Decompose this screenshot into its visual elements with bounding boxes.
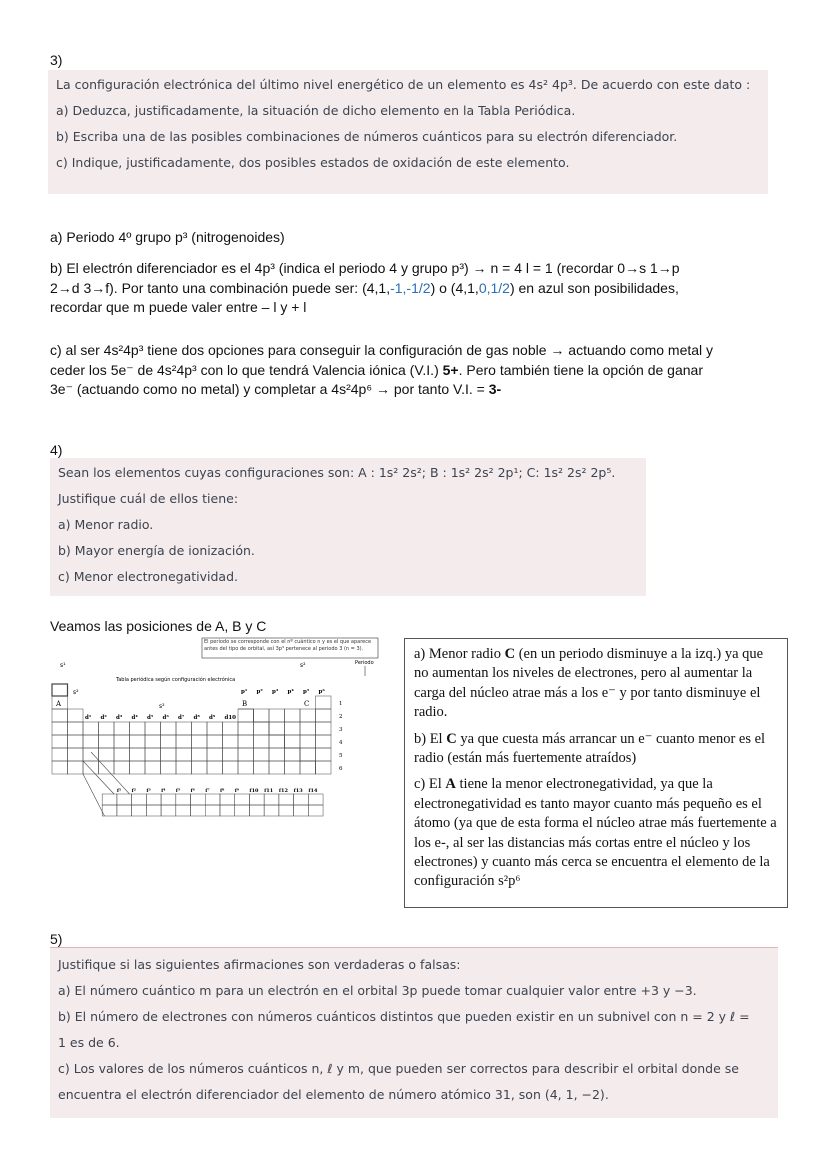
table-cell	[205, 805, 220, 816]
q5-statement-line: a) El número cuántico m para un electrón en el orbital 3p puede tomar cualquier valor entre +3 y −3.	[58, 983, 697, 998]
q3-number: 3)	[50, 52, 63, 68]
table-cell	[83, 761, 99, 774]
d-label: d⁸	[193, 715, 200, 721]
table-cell	[279, 805, 294, 816]
table-cell	[300, 735, 316, 748]
table-cell	[130, 722, 146, 735]
table-cell	[114, 722, 130, 735]
q4-number: 4)	[50, 442, 63, 458]
text: b) El	[414, 730, 447, 747]
p-label: p³	[272, 689, 279, 695]
table-cell	[132, 805, 147, 816]
d-label: d²	[100, 715, 107, 721]
text: 2→d 3→f). Por tanto una combinación puede ser: (4,1,	[50, 279, 391, 296]
table-cell	[235, 805, 250, 816]
table-cell	[249, 805, 264, 816]
bold-value: 3-	[488, 381, 502, 397]
table-cell	[285, 709, 301, 722]
table-cell	[114, 748, 130, 761]
table-cell	[145, 761, 161, 774]
p-label: p⁵	[303, 689, 310, 695]
table-cell	[223, 761, 239, 774]
table-cell	[207, 722, 223, 735]
text: ) en azul son posibilidades,	[509, 279, 679, 296]
table-cell	[130, 735, 146, 748]
bold-value: 5+	[442, 361, 459, 378]
positions-title: Veamos las posiciones de A, B y C	[50, 618, 267, 634]
text: ya que cuesta más arrancar un e⁻ cuanto menor es el radio (están más fuertemente atraídos)	[414, 730, 766, 767]
q3-answer-b-line	[50, 279, 790, 299]
q3-answer-a: a) Periodo 4º grupo p³ (nitrogenoides)	[50, 229, 285, 245]
s2-label: s²	[73, 689, 79, 696]
q5-statement-line: Justifique si las siguientes afirmaciones son verdaderas o falsas:	[58, 957, 461, 972]
table-cell	[132, 794, 147, 805]
f-label: f12	[278, 788, 288, 794]
p-label: p²	[256, 689, 263, 695]
period-number: 6	[339, 766, 343, 772]
q3-answer-c-line	[50, 361, 790, 381]
table-cell	[238, 709, 254, 722]
table-cell	[264, 805, 279, 816]
q5-statement-box	[50, 948, 778, 1118]
q3-answer-b-line: recordar que m puede valer entre – l y + l	[50, 299, 307, 315]
table-cell	[294, 805, 309, 816]
table-cell	[176, 748, 192, 761]
table-cell	[114, 761, 130, 774]
table-cell	[68, 709, 84, 722]
f-label: f²	[131, 788, 136, 794]
table-cell	[285, 735, 301, 748]
q3-answer-c-line: c) al ser 4s²4p³ tiene dos opciones para conseguir la configuración de gas noble → actuando como metal y	[50, 342, 714, 358]
table-cell	[238, 761, 254, 774]
text: c) El	[414, 776, 446, 793]
q3-statement-line: a) Deduzca, justificadamente, la situación de dicho elemento en la Tabla Periódica.	[56, 103, 576, 118]
q3-statement-box	[48, 70, 768, 194]
q4-statement-line: Sean los elementos cuyas configuraciones son: A : 1s² 2s²; B : 1s² 2s² 2p¹; C: 1s² 2s² 2p⁵.	[58, 465, 616, 480]
d-label: d⁵	[147, 715, 154, 721]
table-cell	[300, 761, 316, 774]
table-cell	[99, 722, 115, 735]
bold-value: C	[446, 730, 457, 747]
q4-answer-box	[404, 638, 788, 908]
table-cell	[254, 761, 270, 774]
table-title: Tabla periódica según configuración electrónica	[116, 677, 236, 683]
table-cell	[223, 748, 239, 761]
table-cell	[191, 794, 206, 805]
table-cell	[161, 805, 176, 816]
table-cell	[68, 748, 84, 761]
table-cell	[161, 794, 176, 805]
cell-h	[52, 684, 68, 696]
table-cell	[254, 748, 270, 761]
table-cell	[68, 761, 84, 774]
q4-answer-a	[414, 645, 779, 723]
table-cell	[145, 748, 161, 761]
periodo-label: Periodo	[355, 660, 374, 666]
text: 3e⁻ (actuando como no metal) y completar a 4s²4p⁶ → por tanto V.I. =	[50, 381, 489, 397]
table-cell	[316, 735, 332, 748]
table-cell	[161, 761, 177, 774]
table-cell	[238, 735, 254, 748]
table-cell	[316, 722, 332, 735]
f-label: f⁹	[234, 788, 240, 794]
text: (en un periodo disminuye a la izq.) ya que no aumentan los niveles de electrones, pero al aumentar la carga del núcleo atrae más a los e⁻ y por tanto disminuye el radio.	[414, 646, 764, 721]
f-label: f14	[308, 788, 318, 794]
table-cell	[52, 722, 68, 735]
f-label: f³	[146, 788, 151, 794]
table-cell	[285, 748, 301, 761]
text: ceder los 5e⁻ de 4s²4p³ con lo que tendrá Valencia iónica (V.I.)	[50, 361, 443, 378]
q3-statement-line: c) Indique, justificadamente, dos posibles estados de oxidación de este elemento.	[56, 155, 570, 170]
f-label: f¹	[116, 788, 122, 794]
s1-label: s¹	[60, 662, 66, 669]
table-cell	[285, 722, 301, 735]
table-cell	[117, 794, 132, 805]
p-label: p⁶	[318, 689, 325, 695]
table-cell	[269, 761, 285, 774]
f-label: f⁷	[205, 788, 210, 794]
q3-statement-line: La configuración electrónica del último nivel energético de un elemento es 4s² 4p³. De acuerdo con este dato :	[56, 77, 751, 92]
table-cell	[279, 794, 294, 805]
f-label: f⁵	[175, 788, 181, 794]
table-cell	[176, 794, 191, 805]
f-label: f⁶	[190, 788, 195, 794]
table-cell	[161, 735, 177, 748]
table-cell	[300, 748, 316, 761]
d-label: d10	[224, 715, 236, 721]
q5-statement-line: b) El número de electrones con números cuánticos distintos que pueden existir en un subnivel con n = 2 y ℓ =	[58, 1009, 750, 1024]
q4-statement-line: Justifique cuál de ellos tiene:	[58, 491, 239, 506]
table-cell	[316, 748, 332, 761]
table-cell	[161, 748, 177, 761]
table-cell	[220, 805, 235, 816]
table-cell	[238, 722, 254, 735]
table-cell	[176, 735, 192, 748]
d-label: d⁴	[131, 715, 138, 721]
table-cell	[176, 761, 192, 774]
table-cell	[130, 748, 146, 761]
p-label: p¹	[241, 689, 248, 695]
bold-value: C	[504, 646, 516, 662]
table-cell	[83, 722, 99, 735]
table-cell	[83, 735, 99, 748]
table-cell	[269, 748, 285, 761]
q4-statement-box	[50, 458, 646, 596]
table-cell	[316, 709, 332, 722]
table-cell	[146, 794, 161, 805]
table-cell	[176, 722, 192, 735]
period-number: 4	[339, 740, 343, 746]
s2-label-mid: s²	[159, 703, 165, 710]
q4-answer-c	[414, 775, 779, 891]
table-cell	[68, 735, 84, 748]
table-cell	[316, 761, 332, 774]
table-cell	[300, 722, 316, 735]
period-number: 3	[339, 727, 343, 733]
q5-statement-line: 1 es de 6.	[58, 1035, 120, 1050]
table-grid	[52, 684, 331, 816]
periodic-table-figure	[48, 636, 384, 826]
f-block-connector	[91, 752, 130, 794]
table-cell	[192, 748, 208, 761]
table-cell	[220, 794, 235, 805]
table-cell	[102, 794, 117, 805]
q4-answer-b	[414, 730, 779, 769]
period-number: 2	[339, 714, 343, 720]
table-cell	[117, 805, 132, 816]
text: a) Menor radio	[414, 646, 505, 662]
d-label: d⁶	[162, 715, 169, 721]
f-label: f⁸	[219, 788, 225, 794]
table-cell	[161, 722, 177, 735]
table-cell	[269, 735, 285, 748]
table-cell	[52, 735, 68, 748]
table-cell	[68, 722, 84, 735]
table-cell	[99, 735, 115, 748]
s2-label-right: s²	[300, 662, 306, 669]
q3-answer-c	[50, 341, 790, 400]
element-A: A	[56, 700, 62, 708]
d-label: d⁹	[209, 715, 216, 721]
table-cell	[192, 722, 208, 735]
table-cell	[316, 696, 332, 709]
table-cell	[223, 722, 239, 735]
periodic-table-svg	[48, 636, 384, 826]
bold-value: A	[445, 776, 456, 793]
table-cell	[207, 735, 223, 748]
q5-statement-line: c) Los valores de los números cuánticos n, ℓ y m, que pueden ser correctos para describir el orbital donde se	[58, 1061, 739, 1076]
q3-statement-line: b) Escriba una de las posibles combinaciones de números cuánticos para su electrón diferenciador.	[56, 129, 678, 144]
table-cell	[207, 761, 223, 774]
f-label: f10	[249, 788, 259, 794]
f-label: f⁴	[161, 788, 166, 794]
table-cell	[192, 761, 208, 774]
table-cell	[83, 748, 99, 761]
table-cell	[130, 761, 146, 774]
f-label: f11	[264, 788, 274, 794]
table-note: El periodo se corresponde con el nº cuántico n y es el que aparece antes del tipo de orbital, así 3p³ pertenece al periodo 3 (n = 3).	[204, 639, 372, 652]
q3-answer-b	[50, 259, 790, 318]
table-cell	[254, 735, 270, 748]
table-cell	[269, 722, 285, 735]
text: ) o (4,1,	[430, 279, 479, 296]
table-cell	[114, 735, 130, 748]
q5-number: 5)	[50, 931, 63, 947]
table-cell	[249, 794, 264, 805]
table-cell	[235, 794, 250, 805]
element-C: C	[304, 700, 310, 708]
table-cell	[52, 709, 68, 722]
q4-statement-line: b) Mayor energía de ionización.	[58, 543, 255, 558]
table-cell	[99, 748, 115, 761]
table-cell	[176, 805, 191, 816]
text: . Pero también tiene la opción de ganar	[458, 361, 703, 378]
period-number: 1	[339, 701, 343, 707]
table-cell	[264, 794, 279, 805]
table-cell	[52, 748, 68, 761]
d-label: d³	[116, 715, 123, 721]
table-cell	[191, 805, 206, 816]
q3-answer-b-line: b) El electrón diferenciador es el 4p³ (indica el periodo 4 y grupo p³) → n = 4 l = 1 (recordar 0→s 1→p	[50, 260, 680, 276]
q5-statement-line: encuentra el electrón diferenciador del elemento de número atómico 31, son (4, 1, −2).	[58, 1087, 609, 1102]
q4-statement-line: a) Menor radio.	[58, 517, 154, 532]
d-label: d⁷	[178, 715, 185, 721]
table-cell	[254, 709, 270, 722]
table-cell	[205, 794, 220, 805]
table-cell	[269, 709, 285, 722]
f-label: f13	[293, 788, 303, 794]
table-cell	[207, 748, 223, 761]
table-cell	[308, 805, 323, 816]
element-B: B	[242, 700, 248, 708]
table-cell	[145, 735, 161, 748]
table-cell	[146, 805, 161, 816]
table-cell	[238, 748, 254, 761]
table-cell	[294, 794, 309, 805]
blue-value: -1,-1/2	[390, 279, 431, 296]
table-cell	[145, 722, 161, 735]
table-cell	[52, 761, 68, 774]
table-cell	[308, 794, 323, 805]
p-label: p⁴	[287, 689, 294, 695]
table-cell	[192, 735, 208, 748]
period-number: 5	[339, 753, 343, 759]
table-cell	[254, 722, 270, 735]
q3-answer-c-line	[50, 380, 790, 400]
table-cell	[285, 761, 301, 774]
table-cell	[300, 709, 316, 722]
d-label: d¹	[85, 715, 92, 721]
table-cell	[223, 735, 239, 748]
q4-statement-line: c) Menor electronegatividad.	[58, 569, 238, 584]
blue-value: 0,1/2	[478, 279, 510, 296]
text: tiene la menor electronegatividad, ya que la electronegatividad es tanto mayor cuanto más pequeño es el átomo (ya que de esta forma el núcleo atrae más fuertemente a los e-, al ser las distancias más cortas entre el núcleo y los electrones) y cuanto más cerca se encuentra el elemento de la configuración s²p⁶	[414, 776, 777, 890]
table-cell	[102, 805, 117, 816]
